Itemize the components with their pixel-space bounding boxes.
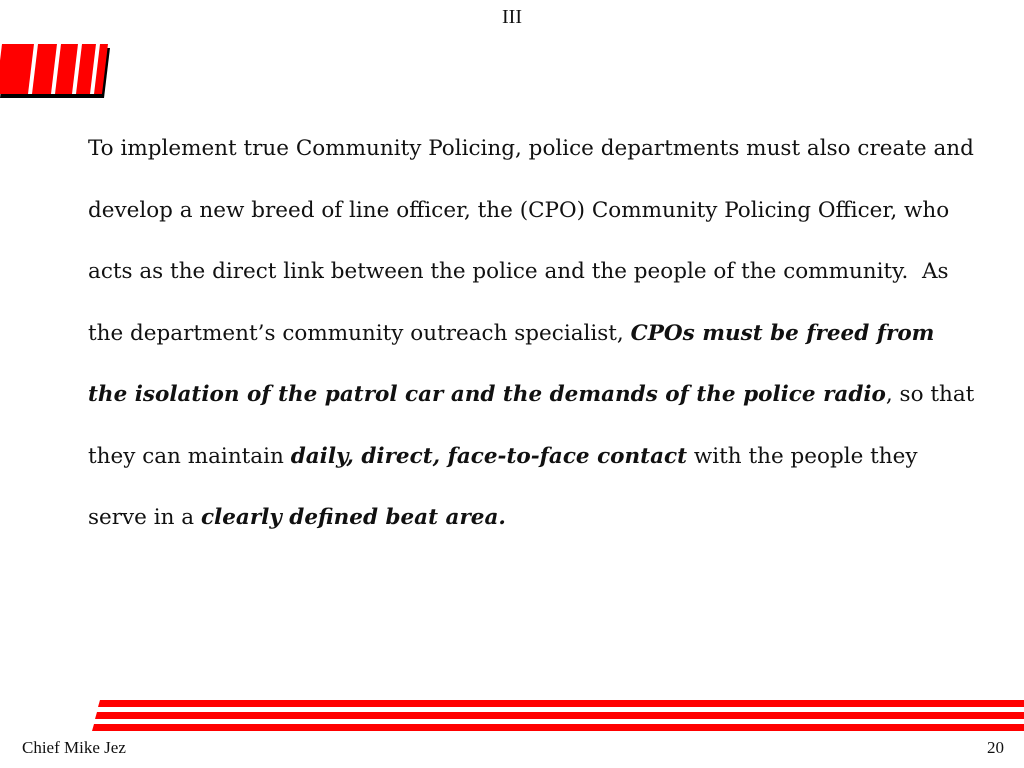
text-segment: , so that they can maintain: [88, 382, 975, 469]
emphasized-text-segment: CPOs must be freed from the isolation of the patrol car and the demands of the police radio: [88, 320, 935, 407]
emphasized-text-segment: daily, direct, face-to-face contact: [290, 443, 688, 469]
red-striped-block-logo-icon: [0, 44, 112, 100]
footer-author: Chief Mike Jez: [22, 738, 126, 757]
text-segment: with the people they serve in a: [88, 443, 918, 530]
section-numeral: III: [502, 6, 522, 28]
body-paragraph: [88, 118, 976, 549]
text-segment: To implement true Community Policing, police departments must also create and develop a new breed of line officer, the (CPO) Community Policing Officer, who acts as the direct link between the police and the people of the community. As the department’s community outreach specialist,: [88, 136, 974, 346]
footer-stripes-decoration: [92, 698, 1024, 736]
page-number: 20: [987, 738, 1004, 757]
emphasized-text-segment: clearly defined beat area.: [200, 505, 506, 530]
